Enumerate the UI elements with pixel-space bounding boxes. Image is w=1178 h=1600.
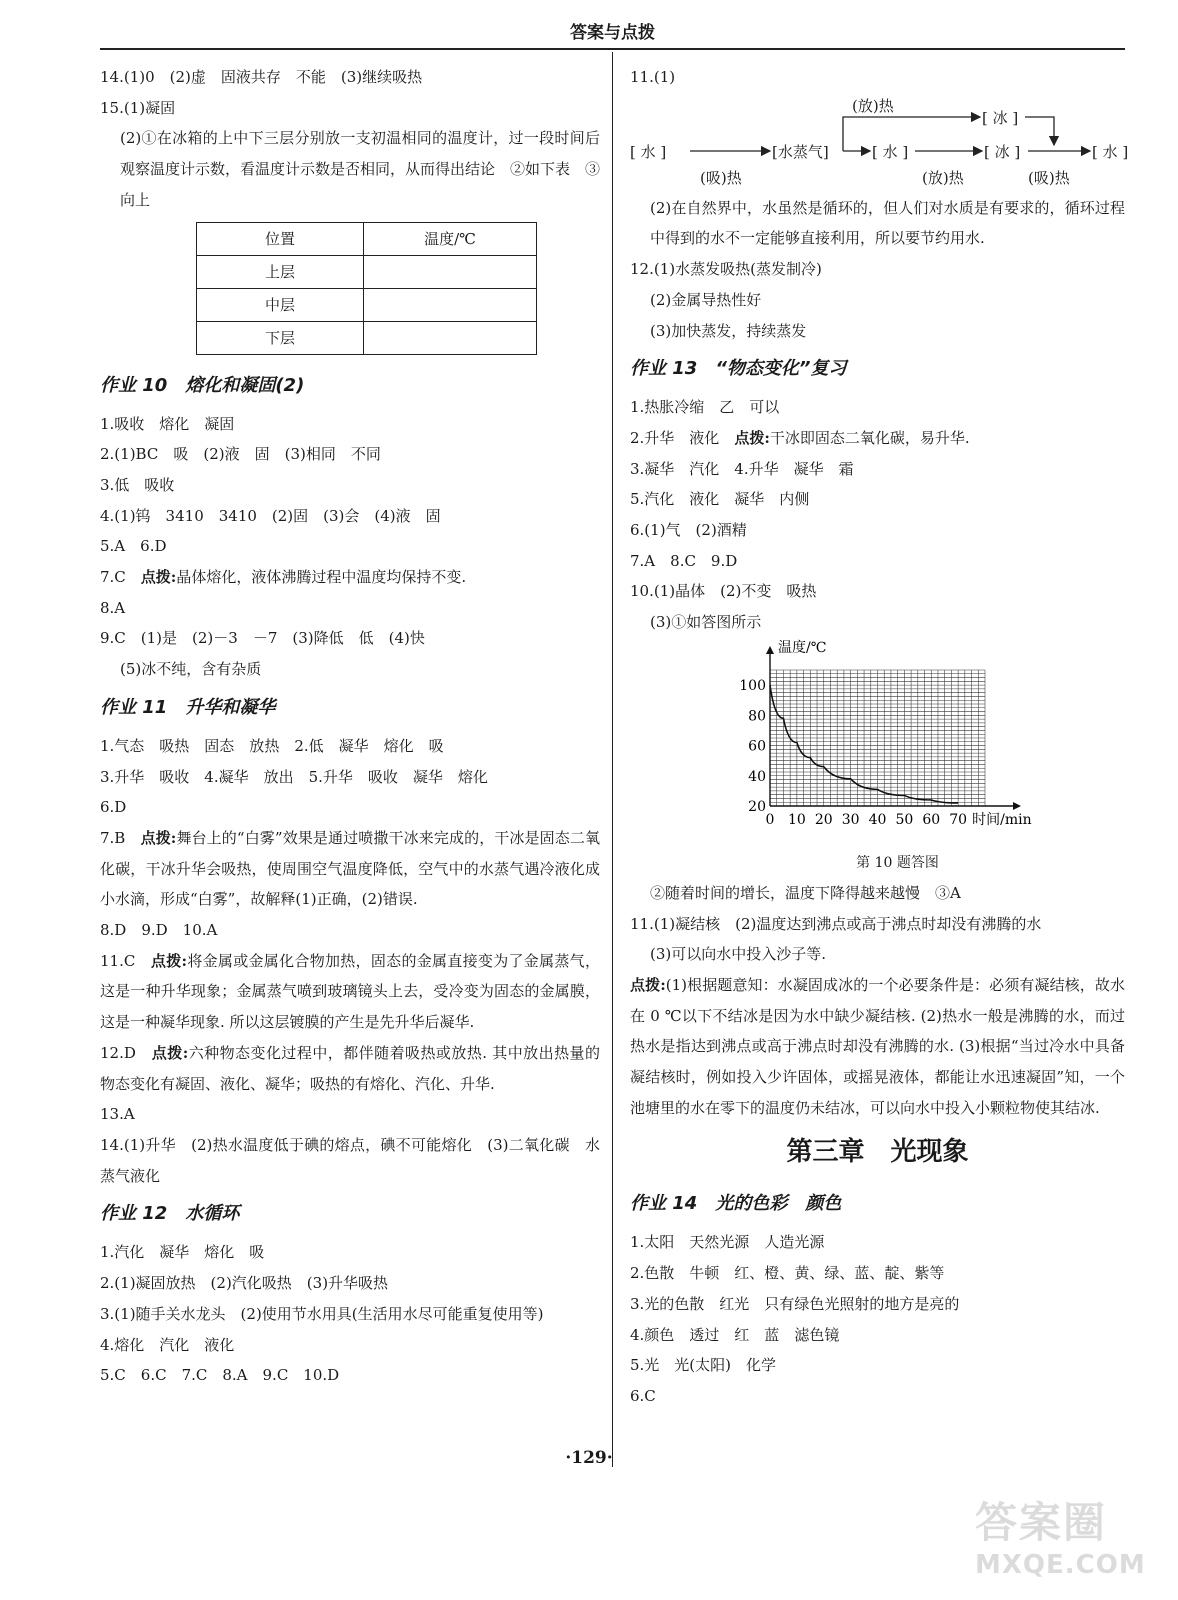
- y-tick-label: 60: [748, 738, 766, 755]
- y-tick-label: 40: [748, 768, 766, 785]
- section-heading: 作业 14 光的色彩 颜色: [630, 1193, 842, 1215]
- answer-line: 4.(1)钨 3410 3410 (2)固 (3)会 (4)液 固: [100, 506, 441, 525]
- answer-line: 4.颜色 透过 红 蓝 滤色镜: [630, 1325, 840, 1344]
- answer-paragraph: [100, 1038, 600, 1099]
- answer-line: 1.汽化 凝华 熔化 吸: [100, 1243, 265, 1262]
- answer-line: 1.热胀冷缩 乙 可以: [630, 398, 780, 417]
- x-axis-arrow: [1013, 802, 1021, 810]
- section-heading: 作业 11 升华和凝华: [100, 696, 276, 718]
- arrow-vapor-to-ice: [843, 117, 980, 151]
- answer-line: 10.(1)晶体 (2)不变 吸热: [630, 582, 817, 601]
- y-tick-label: 20: [748, 798, 766, 815]
- tip-label: 点拨:: [630, 975, 666, 994]
- answer-line: 11.(1)凝结核 (2)温度达到沸点或高于沸点时却没有沸腾的水: [630, 914, 1042, 933]
- tip-paragraph: [630, 970, 1125, 1124]
- tip-text: (1)根据题意知：水凝固成冰的一个必要条件是：必须有凝结核，故水在 0 ℃以下不结冰是因为水中缺少凝结核. (2)热水一般是沸腾的水，而过热水是指达到沸点或高于沸点时却没有沸腾的水. (3)根据“当过冷水中具备凝结核时，例如投入少许固体，或摇晃液体，都能让水迅速凝固”知，一个池塘里的水在零下的温度仍未结冰，可以向水中投入小颗粒物使其结冰.: [630, 975, 1125, 1117]
- table-row: [197, 321, 537, 354]
- answer-prefix: 2.升华 液化: [630, 428, 735, 447]
- answer-paragraph: (2)①在冰箱的上中下三层分别放一支初温相同的温度计，过一段时间后观察温度计示数，看温度计示数是否相同，从而得出结论 ②如下表 ③向上: [120, 129, 601, 209]
- tip-label: 点拨:: [140, 568, 177, 587]
- y-tick-label: 100: [739, 677, 766, 694]
- chapter-title: 第三章 光现象: [786, 1137, 969, 1168]
- watermark-line2: MXQE.COM: [975, 1550, 1146, 1580]
- table-cell: [364, 288, 537, 321]
- answer-line: (3)可以向水中投入沙子等.: [650, 945, 827, 964]
- cycle-water: [ 水 ]: [630, 142, 667, 161]
- section-heading: 作业 13 “物态变化”复习: [630, 358, 847, 380]
- left-column: [100, 62, 600, 1391]
- cycle-ice-mid: [ 冰 ]: [984, 142, 1021, 161]
- chart-svg: [630, 638, 1125, 848]
- answer-prefix: 7.C: [100, 568, 141, 587]
- answer-line: 9.C (1)是 (2)－3 －7 (3)降低 低 (4)快: [100, 629, 425, 648]
- table-row: [197, 288, 537, 321]
- answer-line: 11.(1): [630, 68, 676, 86]
- answer-line: [100, 562, 600, 593]
- answer-line: 6.D: [100, 798, 127, 817]
- answer-line: 3.低 吸收: [100, 475, 175, 494]
- answer-line: 5.C 6.C 7.C 8.A 9.C 10.D: [100, 1366, 340, 1385]
- cycle-vapor: [水蒸气]: [772, 142, 829, 161]
- answer-line: 1.太阳 天然光源 人造光源: [630, 1233, 825, 1252]
- answer-line: 3.(1)随手关水龙头 (2)使用节水用具(生活用水尽可能重复使用等): [100, 1304, 544, 1323]
- tip-label: 点拨:: [140, 828, 177, 847]
- answer-line: 5.汽化 液化 凝华 内侧: [630, 490, 810, 509]
- answer-line: 5.光 光(太阳) 化学: [630, 1356, 777, 1375]
- x-tick-label: 50: [895, 811, 914, 828]
- answer-line: 15.(1)凝固: [100, 98, 176, 117]
- answer-line: 8.A: [100, 598, 126, 617]
- figure-caption: 第 10 题答图: [856, 854, 939, 871]
- answer-line: 2.(1)凝固放热 (2)汽化吸热 (3)升华吸热: [100, 1274, 389, 1293]
- x-tick-label: 30: [841, 811, 860, 828]
- column-divider: [612, 52, 613, 1467]
- cycle-label-absorb: (吸)热: [700, 168, 742, 187]
- table-header-cell: 温度/℃: [364, 222, 537, 255]
- answer-paragraph: [100, 946, 600, 1038]
- answer-line: 3.凝华 汽化 4.升华 凝华 霜: [630, 459, 854, 478]
- table-cell: [364, 255, 537, 288]
- table-cell: 上层: [197, 255, 364, 288]
- x-tick-label: 20: [814, 811, 833, 828]
- x-axis-title: 时间/min: [972, 811, 1032, 828]
- table-cell: 中层: [197, 288, 364, 321]
- answer-line: (3)①如答图所示: [650, 613, 762, 632]
- table-cell: 下层: [197, 321, 364, 354]
- cycle-label-release: (放)热: [922, 168, 964, 187]
- watermark-logo: [975, 1490, 1165, 1590]
- answer-line: 2.(1)BC 吸 (2)液 固 (3)相同 不同: [100, 445, 381, 464]
- page-header: 答案与点拨: [570, 23, 655, 43]
- answer-prefix: 7.B: [100, 828, 141, 847]
- tip-text: 干冰即固态二氧化碳，易升华.: [769, 428, 970, 447]
- answer-line: 1.气态 吸热 固态 放热 2.低 凝华 熔化 吸: [100, 736, 444, 755]
- tip-label: 点拨:: [151, 1043, 189, 1062]
- y-tick-label: 80: [748, 708, 766, 725]
- section-heading: 作业 10 熔化和凝固(2): [100, 374, 305, 396]
- tip-label: 点拨:: [734, 428, 770, 447]
- answer-line: 4.熔化 汽化 液化: [100, 1335, 235, 1354]
- cycle-ice-top: [ 冰 ]: [982, 108, 1019, 127]
- page-number: ·129·: [565, 1448, 613, 1468]
- y-axis-title: 温度/℃: [778, 639, 827, 656]
- answer-paragraph: [100, 823, 600, 915]
- y-axis-arrow: [766, 646, 774, 654]
- answer-line: 5.A 6.D: [100, 537, 167, 556]
- answer-line: (2)金属导热性好: [650, 290, 762, 309]
- x-tick-label: 40: [868, 811, 887, 828]
- answer-line: 1.吸收 熔化 凝固: [100, 414, 235, 433]
- x-tick-label: 10: [787, 811, 806, 828]
- answer-line: 3.升华 吸收 4.凝华 放出 5.升华 吸收 凝华 熔化: [100, 767, 488, 786]
- answer-line: 2.色散 牛顿 红、橙、黄、绿、蓝、靛、紫等: [630, 1264, 945, 1283]
- cycle-water-end: [ 水 ]: [1092, 142, 1129, 161]
- x-tick-label: 70: [949, 811, 968, 828]
- answer-paragraph: (2)在自然界中，水虽然是循环的，但人们对水质是有要求的，循环过程中得到的水不一定能够直接利用，所以要节约用水.: [650, 198, 1125, 248]
- water-cycle-diagram: [630, 93, 1129, 193]
- table-header-cell: 位置: [197, 222, 364, 255]
- answer-paragraph: 14.(1)升华 (2)热水温度低于碘的熔点，碘不可能熔化 (3)二氧化碳 水蒸气液化: [100, 1135, 600, 1185]
- answer-line: (5)冰不纯，含有杂质: [120, 660, 262, 679]
- table-header-row: [197, 222, 537, 255]
- answer-line: (3)加快蒸发，持续蒸发: [650, 321, 807, 340]
- cycle-label-absorb: (吸)热: [1028, 168, 1070, 187]
- answer-line: 6.C: [630, 1386, 656, 1405]
- cycle-water2: [ 水 ]: [872, 142, 909, 161]
- answer-line: [630, 423, 1125, 454]
- answer-prefix: 11.C: [100, 951, 151, 970]
- header-rule: [100, 48, 1125, 50]
- answer-line: 12.(1)水蒸发吸热(蒸发制冷): [630, 260, 822, 279]
- section-heading: 作业 12 水循环: [100, 1203, 240, 1225]
- answer-line: 3.光的色散 红光 只有绿色光照射的地方是亮的: [630, 1294, 960, 1313]
- answer-line: 13.A: [100, 1105, 135, 1124]
- watermark-line1: 答案圈: [975, 1498, 1108, 1547]
- answer-line: 14.(1)0 (2)虚 固液共存 不能 (3)继续吸热: [100, 68, 423, 86]
- answer-prefix: 12.D: [100, 1043, 152, 1062]
- table-row: [197, 255, 537, 288]
- arrow-ice-down: [1025, 117, 1054, 145]
- tip-text: 晶体熔化，液体沸腾过程中温度均保持不变.: [176, 568, 467, 587]
- answer-line: 6.(1)气 (2)酒精: [630, 521, 747, 540]
- table-cell: [364, 321, 537, 354]
- right-column: [630, 62, 1129, 1412]
- temperature-table: [196, 222, 537, 355]
- tip-text: 将金属或金属化合物加热，固态的金属直接变为了金属蒸气，这是一种升华现象；金属蒸气喷到玻璃镜头上去，受冷变为固态的金属膜，这是一种凝华现象. 所以这层镀膜的产生是先升华后凝华.: [100, 951, 600, 1032]
- tip-text: 舞台上的“白雾”效果是通过喷撒干冰来完成的，干冰是固态二氧化碳，干冰升华会吸热，使周围空气温度降低，空气中的水蒸气遇冷液化成小水滴，形成“白雾”，故解释(1)正确，(2)错误.: [100, 828, 600, 909]
- tip-label: 点拨:: [150, 951, 188, 970]
- answer-line: 7.A 8.C 9.D: [630, 551, 738, 570]
- tip-text: 六种物态变化过程中，都伴随着吸热或放热. 其中放出热量的物态变化有凝固、液化、凝华；吸热的有熔化、汽化、升华.: [100, 1043, 600, 1093]
- x-tick-label: 60: [922, 811, 941, 828]
- cycle-label-release: (放)热: [852, 96, 894, 115]
- cooling-chart: [630, 638, 1125, 848]
- x-tick-label: 0: [765, 811, 775, 828]
- answer-line: ②随着时间的增长，温度下降得越来越慢 ③A: [650, 883, 961, 902]
- answer-line: 8.D 9.D 10.A: [100, 921, 218, 940]
